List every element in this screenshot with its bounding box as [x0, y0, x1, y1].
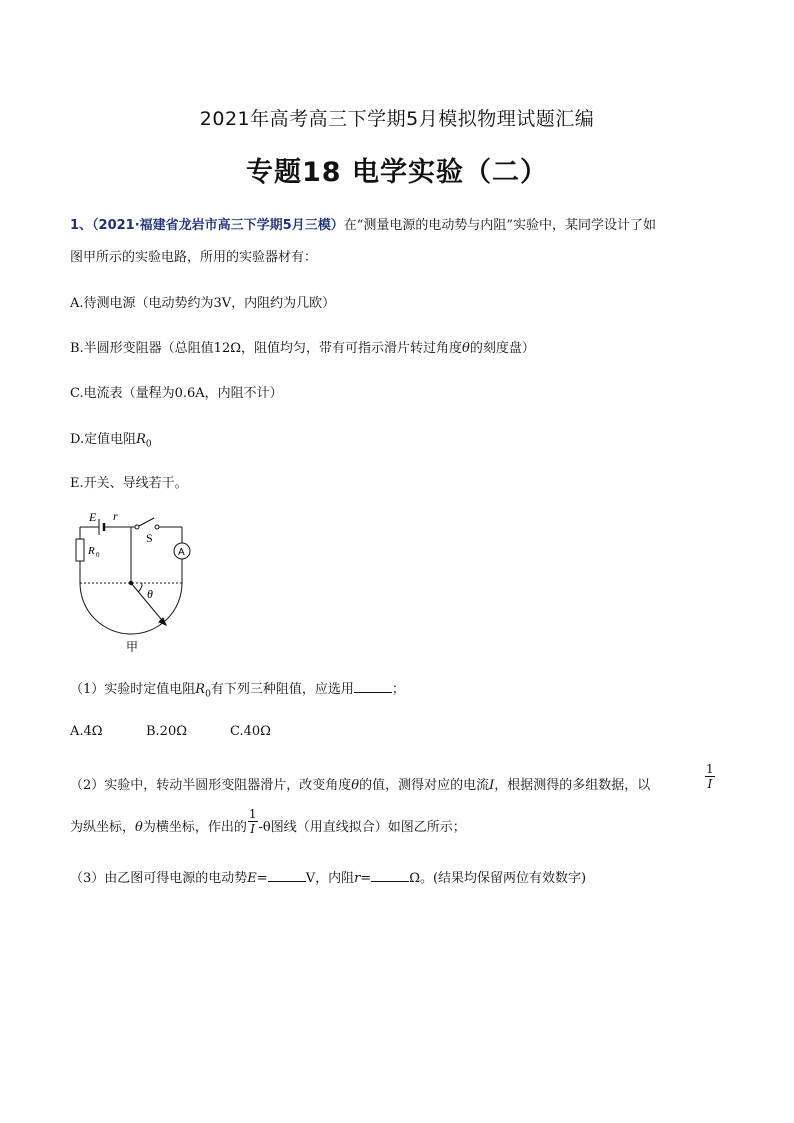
answer-blank-emf[interactable] — [268, 869, 306, 882]
frac-num-a: 1 — [706, 762, 714, 776]
label-R0-sub: 0 — [96, 551, 100, 559]
answer-blank-resistance[interactable] — [371, 869, 409, 882]
sub2-line2-c: -θ图线（用直线拟合）如图乙所示； — [258, 820, 466, 835]
sub2-line2-theta: θ — [135, 820, 143, 835]
question-intro-text: 在“测量电源的电动势与内阻”实验中，某同学设计了如 — [343, 218, 657, 233]
slider-arrowhead — [159, 618, 166, 625]
item-d-symbol: R — [136, 432, 146, 447]
document-title: 专题18 电学实验（二） — [246, 157, 548, 188]
label-A: A — [178, 547, 185, 558]
item-e: E.开关、导线若干。 — [70, 476, 188, 491]
sub2-current: I — [489, 778, 495, 793]
sub2-text-a: （2）实验中，转动半圆形变阻器滑片，改变角度 — [70, 778, 352, 793]
sub3-r: r — [354, 871, 361, 886]
sub3-c: V，内阻 — [305, 871, 355, 886]
sub3-e-tail: Ω。(结果均保留两位有效数字) — [409, 871, 587, 886]
item-d-sub: 0 — [145, 439, 152, 450]
fraction-1-over-i-b — [248, 807, 258, 836]
label-S: S — [146, 531, 153, 545]
option-c: C.40Ω — [230, 724, 271, 739]
sub2-text-c: ，根据测得的多组数据，以 — [494, 778, 651, 793]
item-b-text: B.半圆形变阻器（总阻值12Ω，阻值均匀，带有可指示滑片转过角度 — [70, 341, 463, 356]
frac-den-b: I — [250, 822, 256, 836]
switch-contact-right — [155, 525, 159, 529]
sub3-a: （3）由乙图可得电源的电动势 — [70, 871, 248, 886]
question-intro-line1 — [70, 214, 656, 233]
label-r: r — [113, 509, 118, 523]
label-theta: θ — [147, 587, 153, 601]
circuit-diagram — [62, 505, 202, 655]
sub3-b: = — [256, 871, 268, 886]
sub1-post: 有下列三种阻值，应选用 — [210, 682, 354, 697]
answer-blank-1[interactable] — [354, 680, 392, 693]
resistor-r0 — [76, 539, 84, 561]
sub1-r: R — [195, 682, 206, 697]
label-E: E — [89, 510, 97, 524]
item-c: C.电流表（量程为0.6A，内阻不计） — [70, 386, 283, 401]
document-header: 2021年高考高三下学期5月模拟物理试题汇编 — [199, 108, 595, 130]
sub1-end: ； — [391, 682, 405, 697]
item-b — [70, 337, 535, 356]
item-b-tail: 的刻度盘） — [469, 341, 535, 356]
sub-question-2-line2 — [70, 807, 466, 836]
sub-question-3 — [70, 867, 586, 886]
label-R0: R — [88, 545, 95, 557]
angle-arc — [138, 583, 142, 592]
semicircle-resistor — [80, 583, 182, 634]
question-source: （2021·福建省龙岩市高三下学期5月三模） — [92, 218, 344, 233]
frac-num-b: 1 — [248, 807, 257, 821]
item-b-theta: θ — [462, 341, 470, 356]
item-a: A.待测电源（电动势约为3V，内阻约为几欧） — [70, 296, 336, 311]
fraction-1-over-i-a — [704, 762, 716, 791]
option-a: A.4Ω — [70, 724, 103, 739]
sub1-r-sub: 0 — [205, 689, 211, 700]
switch-blade — [139, 518, 154, 526]
sub3-d: = — [360, 871, 372, 886]
switch-contact-left — [135, 525, 139, 529]
figure-caption: 甲 — [126, 640, 139, 654]
question-intro-line2: 图甲所示的实验电路，所用的实验器材有： — [70, 250, 318, 265]
sub-question-1 — [70, 678, 405, 700]
sub3-e: E — [247, 871, 257, 886]
option-b: B.20Ω — [146, 724, 188, 739]
sub1-pre: （1）实验时定值电阻 — [70, 682, 196, 697]
item-d-text: D.定值电阻 — [70, 432, 137, 447]
question-number: 1、 — [70, 218, 93, 233]
sub2-text-b: 的值，测得对应的电流 — [359, 778, 490, 793]
sub2-theta: θ — [351, 778, 360, 793]
sub2-line2-a: 为纵坐标， — [70, 820, 136, 835]
sub-question-2-line1 — [70, 774, 650, 793]
item-d — [70, 428, 152, 450]
frac-den-a: I — [707, 777, 713, 791]
sub2-line2-b: 为横坐标，作出的 — [142, 820, 247, 835]
